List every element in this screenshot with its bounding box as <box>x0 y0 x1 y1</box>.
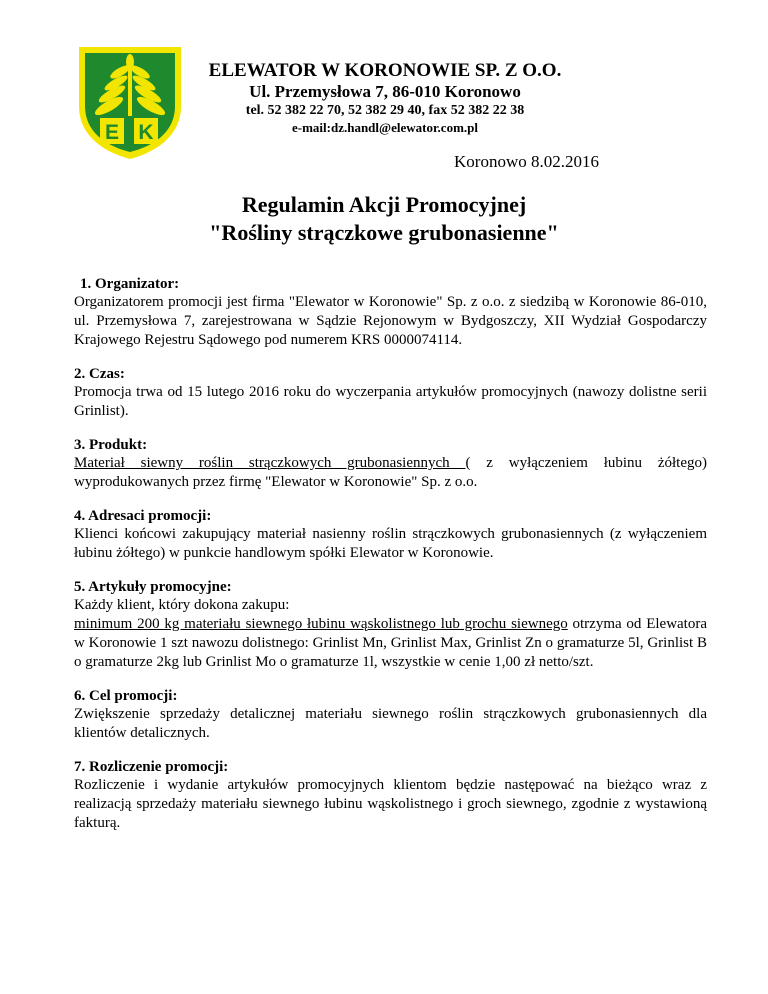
body-text: otrzyma od Elewatora w Koronowie 1 szt nawozu dolistnego: Grinlist Mn, Grinlist Max, Grinlist Zn o gramaturze 5l, Grinlist B o gramaturze 2kg lub Grinlist Mo o gramaturze 1l, wszystkie w cenie 1,00 zł netto/szt. <box>74 616 707 670</box>
document-subtitle: "Rośliny strączkowe grubonasienne" <box>209 220 559 245</box>
section-body <box>74 615 707 672</box>
section-goal <box>74 687 707 743</box>
section-body: Organizatorem promocji jest firma "Elewator w Koronowie" Sp. z o.o. z siedzibą w Koronowie 86-010, ul. Przemysłowa 7, zarejestrowana w Sądzie Rejonowym w Bydgoszczy, XII Wydział Gospodarczy Krajowego Rejestru Sądowego pod numerem KRS 0000074114. <box>74 294 707 348</box>
section-settlement <box>74 758 707 833</box>
section-body: Klienci końcowi zakupujący materiał nasienny roślin strączkowych grubonasiennych (z wyłączeniem łubinu żółtego) w punkcie handlowym spółki Elewator w Koronowie. <box>74 526 707 561</box>
section-recipients <box>74 507 707 563</box>
section-heading: 7. Rozliczenie promocji: <box>74 759 229 775</box>
svg-text:E: E <box>104 121 120 144</box>
section-body <box>74 454 707 492</box>
section-heading: 3. Produkt: <box>74 437 148 453</box>
section-body: Rozliczenie i wydanie artykułów promocyjnych klientom będzie następować na bieżąco wraz z realizacją sprzedaży materiału siewnego łubinu wąskolistnego i groch siewnego, zgodnie z wystawioną fakturą. <box>74 777 707 831</box>
section-promo-items <box>74 578 707 672</box>
section-heading: 2. Czas: <box>74 366 125 382</box>
section-body: Zwiększenie sprzedaży detalicznej materiału siewnego roślin strączkowych grubonasiennych dla klientów detalicznych. <box>74 706 707 741</box>
underlined-text: minimum 200 kg materiału siewnego łubinu wąskolistnego lub grochu siewnego <box>74 616 568 632</box>
place-date: Koronowo 8.02.2016 <box>454 152 599 171</box>
section-organizer <box>74 275 707 350</box>
section-heading: 4. Adresaci promocji: <box>74 508 212 524</box>
company-phone: tel. 52 382 22 70, 52 382 29 40, fax 52 382 22 38 <box>245 103 525 118</box>
body-text: ( z wyłączeniem łubinu żółtego) wyprodukowanych przez firmę "Elewator w Koronowie" Sp. z o.o. <box>74 455 707 490</box>
section-product <box>74 436 707 492</box>
regulations-sections <box>74 275 707 848</box>
section-heading: 1. Organizator: <box>80 276 180 292</box>
company-name: ELEWATOR W KORONOWIE SP. Z O.O. <box>208 60 562 81</box>
section-time <box>74 365 707 421</box>
wheat-ek-logo-icon <box>76 44 184 162</box>
document-title: Regulamin Akcji Promocyjnej <box>241 192 527 217</box>
svg-text:K: K <box>138 121 154 144</box>
section-heading: 5. Artykuły promocyjne: <box>74 579 232 595</box>
section-intro: Każdy klient, który dokona zakupu: <box>74 597 290 613</box>
underlined-text: Materiał siewny roślin strączkowych grubonasiennych <box>74 455 466 471</box>
section-body: Promocja trwa od 15 lutego 2016 roku do wyczerpania artykułów promocyjnych (nawozy dolistne serii Grinlist). <box>74 384 707 419</box>
company-email: e-mail:dz.handl@elewator.com.pl <box>291 120 478 135</box>
company-address: Ul. Przemysłowa 7, 86-010 Koronowo <box>249 82 521 101</box>
section-heading: 6. Cel promocji: <box>74 688 178 704</box>
